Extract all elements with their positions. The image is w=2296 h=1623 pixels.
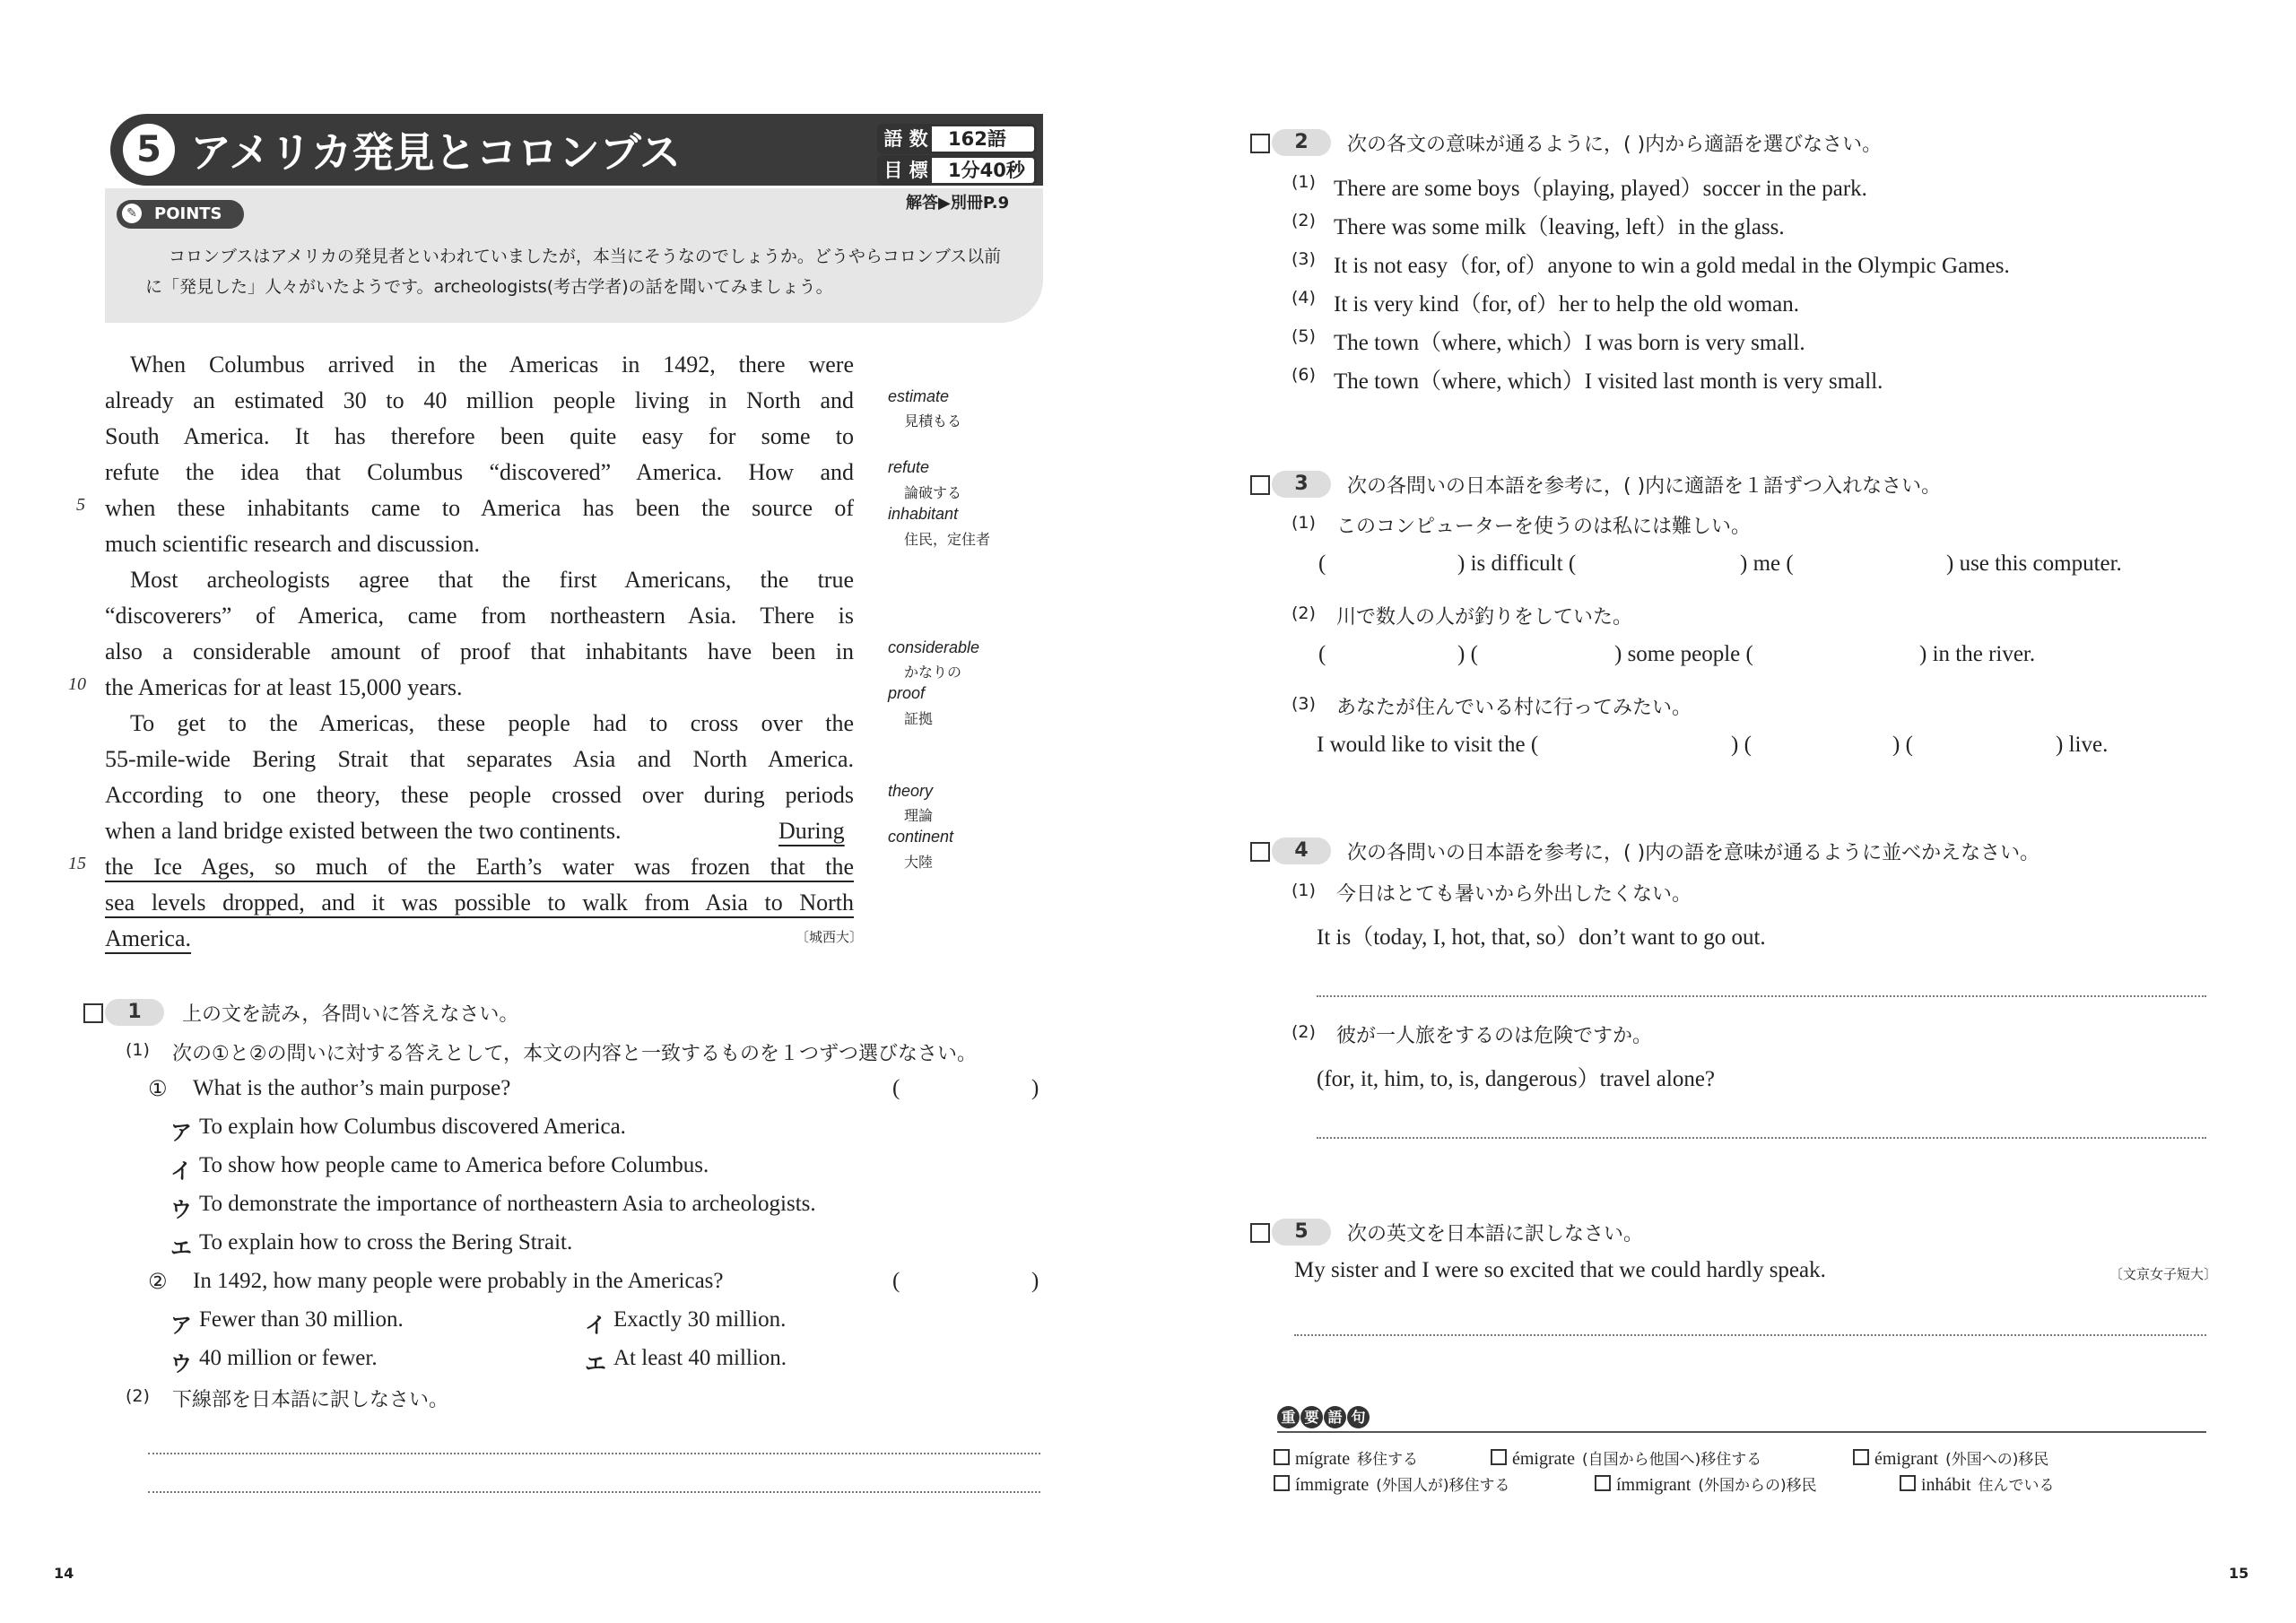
q5-number: 5 bbox=[1272, 1219, 1331, 1245]
q1-title: 上の文を読み，各問いに答えなさい。 bbox=[182, 1003, 519, 1026]
gloss-term: continent bbox=[888, 828, 954, 846]
item-number: (5) bbox=[1292, 326, 1316, 346]
passage-line: when a land bridge existed between the two continents. bbox=[105, 818, 622, 844]
q5-title: 次の英文を日本語に訳しなさい。 bbox=[1347, 1223, 1644, 1245]
q4-japanese: 彼が一人旅をするのは危険ですか。 bbox=[1336, 1025, 1653, 1047]
q3-japanese: このコンピューターを使うのは私には難しい。 bbox=[1336, 516, 1752, 538]
page-number-left: 14 bbox=[54, 1565, 74, 1582]
q1-checkbox[interactable] bbox=[83, 1003, 103, 1023]
answer-line[interactable] bbox=[148, 1453, 1040, 1454]
q1-question-a: What is the author’s main purpose? bbox=[193, 1076, 511, 1100]
q3-text: ) ( bbox=[1731, 733, 1752, 757]
q1-part2-label: (2) bbox=[126, 1386, 150, 1406]
q3-text: ) some people ( bbox=[1614, 642, 1753, 666]
passage-line: 55-mile-wide Bering Strait that separates Asia and North America. bbox=[105, 746, 854, 772]
q2-title: 次の各文の意味が通るように，( )内から適語を選びなさい。 bbox=[1347, 134, 1883, 156]
badge-char: 重 bbox=[1277, 1406, 1300, 1428]
passage-line: also a considerable amount of proof that inhabitants have been in bbox=[105, 638, 854, 664]
answer-paren-close: ) bbox=[1031, 1076, 1039, 1100]
q3-japanese: あなたが住んでいる村に行ってみたい。 bbox=[1336, 697, 1692, 719]
vocab-item[interactable]: inhábit 住んでいる bbox=[1900, 1472, 2055, 1496]
vocab-item[interactable]: ímmigrate (外国人が)移住する bbox=[1274, 1472, 1509, 1496]
q2-item: The town（where, which）I was born is very small. bbox=[1334, 331, 1805, 355]
badge-char: 要 bbox=[1300, 1406, 1323, 1428]
passage-line: “discoverers” of America, came from northeastern Asia. There is bbox=[105, 603, 854, 629]
q2-item: It is not easy（for, of）anyone to win a gold medal in the Olympic Games. bbox=[1334, 254, 2010, 278]
vocab-checkbox[interactable] bbox=[1491, 1449, 1507, 1465]
choice-text[interactable]: To show how people came to America before Columbus. bbox=[199, 1153, 709, 1177]
q1-number: 1 bbox=[105, 999, 164, 1026]
points-label: POINTS bbox=[154, 204, 222, 223]
q4-number: 4 bbox=[1272, 838, 1331, 864]
q5-sentence: My sister and I were so excited that we could hardly speak. bbox=[1294, 1258, 1826, 1282]
gloss-meaning: 見積もる bbox=[904, 412, 962, 430]
q5-source: 〔文京女子短大〕 bbox=[2109, 1266, 2218, 1282]
q3-text: ) is difficult ( bbox=[1457, 551, 1577, 576]
vocab-item[interactable]: émigrant (外国への)移民 bbox=[1853, 1446, 2048, 1470]
gloss-meaning: 住民，定住者 bbox=[904, 531, 991, 548]
vocab-checkbox[interactable] bbox=[1900, 1475, 1916, 1491]
gloss-meaning: 大陸 bbox=[904, 854, 934, 871]
line-number: 15 bbox=[68, 854, 86, 873]
q4-title: 次の各問いの日本語を参考に，( )内の語を意味が通るように並べかえなさい。 bbox=[1347, 842, 2040, 864]
passage-line: already an estimated 30 to 40 million people living in North and bbox=[105, 387, 854, 413]
target-time-value: 1分40秒 bbox=[948, 160, 1025, 181]
q1-part2-instruction: 下線部を日本語に訳しなさい。 bbox=[172, 1389, 449, 1411]
vocab-item[interactable]: émigrate (自国から他国へ)移住する bbox=[1491, 1446, 1761, 1470]
badge-char: 句 bbox=[1347, 1406, 1370, 1428]
item-number: (3) bbox=[1292, 694, 1316, 714]
underlined-passage: the Ice Ages, so much of the Earth’s water was frozen that the bbox=[105, 854, 854, 880]
q2-number: 2 bbox=[1272, 129, 1331, 156]
line-number: 10 bbox=[68, 674, 86, 694]
choice-mark: ア bbox=[170, 1120, 192, 1145]
passage-line: According to one theory, these people crossed over during periods bbox=[105, 782, 854, 808]
lesson-title: アメリカ発見とコロンブス bbox=[190, 128, 681, 177]
q3-text: ) live. bbox=[2056, 733, 2109, 757]
underlined-passage: sea levels dropped, and it was possible to walk from Asia to North bbox=[105, 890, 854, 916]
gloss-term: theory bbox=[888, 782, 934, 800]
q1-part1-instruction: 次の①と②の問いに対する答えとして，本文の内容と一致するものを１つずつ選びなさい。 bbox=[172, 1043, 978, 1065]
q4-checkbox[interactable] bbox=[1250, 842, 1270, 862]
q3-text: ) me ( bbox=[1740, 551, 1794, 576]
q3-text: ) use this computer. bbox=[1946, 551, 2122, 576]
key-phrases-badge bbox=[1277, 1406, 1370, 1428]
choice-text[interactable]: Exactly 30 million. bbox=[613, 1307, 787, 1332]
blank-open: ( bbox=[1318, 642, 1326, 666]
word-count-value: 162語 bbox=[948, 128, 1006, 150]
target-time-box bbox=[877, 155, 1037, 186]
vocab-checkbox[interactable] bbox=[1274, 1475, 1290, 1491]
points-badge bbox=[117, 200, 244, 229]
underlined-passage: America. bbox=[105, 925, 192, 951]
q2-checkbox[interactable] bbox=[1250, 134, 1270, 153]
item-number: (1) bbox=[1292, 172, 1316, 192]
choice-text[interactable]: At least 40 million. bbox=[613, 1346, 787, 1370]
gloss-meaning: 論破する bbox=[904, 484, 962, 501]
answer-line[interactable] bbox=[1317, 995, 2206, 997]
underlined-passage: During bbox=[778, 818, 845, 844]
vocab-item[interactable]: mígrate 移住する bbox=[1274, 1446, 1418, 1470]
choice-mark: イ bbox=[585, 1313, 606, 1338]
gloss-meaning: かなりの bbox=[904, 664, 962, 681]
q1-circled-2: ② bbox=[148, 1269, 168, 1294]
answer-line[interactable] bbox=[1294, 1334, 2206, 1336]
q4-words: It is（today, I, hot, that, so）don’t want to go out. bbox=[1317, 925, 1766, 950]
answer-reference: 解答▶別冊P.9 bbox=[906, 194, 1010, 213]
q3-text: I would like to visit the ( bbox=[1317, 733, 1539, 757]
choice-mark: ウ bbox=[170, 1197, 192, 1222]
passage-line: when these inhabitants came to America has been the source of bbox=[105, 495, 854, 521]
item-number: (2) bbox=[1292, 1022, 1316, 1042]
gloss-term: refute bbox=[888, 458, 930, 476]
answer-paren-open: ( bbox=[892, 1076, 900, 1100]
badge-char: 語 bbox=[1324, 1406, 1346, 1428]
blank-open: ( bbox=[1318, 551, 1326, 576]
item-number: (6) bbox=[1292, 365, 1316, 385]
choice-mark: ウ bbox=[170, 1351, 192, 1376]
choice-text[interactable]: To explain how Columbus discovered America. bbox=[199, 1115, 626, 1139]
vocab-item[interactable]: ímmigrant (外国からの)移民 bbox=[1595, 1472, 1817, 1496]
q2-item: It is very kind（for, of）her to help the old woman. bbox=[1334, 292, 1800, 317]
choice-mark: エ bbox=[170, 1236, 192, 1261]
gloss-meaning: 証拠 bbox=[904, 710, 934, 727]
gloss-term: considerable bbox=[888, 638, 980, 656]
choice-text[interactable]: 40 million or fewer. bbox=[199, 1346, 378, 1370]
choice-mark: イ bbox=[170, 1159, 192, 1184]
vocab-checkbox[interactable] bbox=[1853, 1449, 1869, 1465]
q3-japanese: 川で数人の人が釣りをしていた。 bbox=[1336, 606, 1633, 629]
q2-item: There was some milk（leaving, left）in the glass. bbox=[1334, 215, 1785, 239]
item-number: (1) bbox=[1292, 881, 1316, 900]
passage-source: 〔城西大〕 bbox=[796, 929, 864, 945]
choice-text[interactable]: To explain how to cross the Bering Strait. bbox=[199, 1230, 573, 1254]
item-number: (2) bbox=[1292, 211, 1316, 230]
q4-japanese: 今日はとても暑いから外出したくない。 bbox=[1336, 883, 1692, 906]
vocab-checkbox[interactable] bbox=[1274, 1449, 1290, 1465]
item-number: (2) bbox=[1292, 603, 1316, 623]
q3-text: ) in the river. bbox=[1919, 642, 2036, 666]
passage-line: refute the idea that Columbus “discovered” America. How and bbox=[105, 459, 854, 485]
choice-text[interactable]: Fewer than 30 million. bbox=[199, 1307, 404, 1332]
choice-text[interactable]: To demonstrate the importance of northeastern Asia to archeologists. bbox=[199, 1192, 816, 1216]
q5-checkbox[interactable] bbox=[1250, 1223, 1270, 1243]
passage-line: the Americas for at least 15,000 years. bbox=[105, 674, 463, 700]
passage-line: Most archeologists agree that the first Americans, the true bbox=[130, 567, 854, 593]
target-time-label: 目 標 bbox=[880, 158, 932, 183]
q1-question-b: In 1492, how many people were probably in the Americas? bbox=[193, 1269, 724, 1293]
q3-text: ) ( bbox=[1457, 642, 1478, 666]
q2-item: The town（where, which）I visited last month is very small. bbox=[1334, 369, 1883, 394]
passage-line: When Columbus arrived in the Americas in 1492, there were bbox=[130, 352, 854, 378]
q3-title: 次の各問いの日本語を参考に，( )内に適語を１語ずつ入れなさい。 bbox=[1347, 475, 1942, 498]
word-count-box bbox=[877, 124, 1037, 154]
page-number-right: 15 bbox=[2229, 1565, 2249, 1582]
answer-paren-close: ) bbox=[1031, 1269, 1039, 1293]
answer-paren-open: ( bbox=[892, 1269, 900, 1293]
line-number: 5 bbox=[76, 495, 85, 515]
vocab-divider bbox=[1277, 1431, 2206, 1433]
points-text-line1: コロンブスはアメリカの発見者といわれていましたが，本当にそうなのでしょうか。どうやらコロンブス以前 bbox=[169, 247, 1002, 266]
q3-number: 3 bbox=[1272, 471, 1331, 498]
item-number: (4) bbox=[1292, 288, 1316, 308]
vocab-checkbox[interactable] bbox=[1595, 1475, 1611, 1491]
gloss-term: inhabitant bbox=[888, 505, 959, 523]
item-number: (1) bbox=[1292, 513, 1316, 533]
lesson-number: 5 bbox=[123, 124, 175, 176]
gloss-meaning: 理論 bbox=[904, 807, 934, 824]
pencil-icon: ✎ bbox=[122, 204, 142, 223]
choice-mark: エ bbox=[585, 1351, 606, 1376]
passage-line: much scientific research and discussion. bbox=[105, 531, 481, 557]
item-number: (3) bbox=[1292, 249, 1316, 269]
q1-part1-label: (1) bbox=[126, 1040, 150, 1060]
q1-circled-1: ① bbox=[148, 1076, 168, 1101]
answer-line[interactable] bbox=[148, 1491, 1040, 1493]
gloss-term: estimate bbox=[888, 387, 950, 405]
points-text-line2: に「発見した」人々がいたようです。archeologists(考古学者)の話を聞いてみましょう。 bbox=[145, 277, 833, 297]
word-count-label: 語 数 bbox=[880, 126, 932, 152]
q3-text: ) ( bbox=[1892, 733, 1913, 757]
gloss-term: proof bbox=[888, 684, 926, 702]
passage-line: To get to the Americas, these people had to cross over the bbox=[130, 710, 854, 736]
choice-mark: ア bbox=[170, 1313, 192, 1338]
answer-line[interactable] bbox=[1317, 1137, 2206, 1139]
passage-line: South America. It has therefore been quite easy for some to bbox=[105, 423, 854, 449]
q4-words: (for, it, him, to, is, dangerous）travel alone? bbox=[1317, 1067, 1716, 1091]
q2-item: There are some boys（playing, played）soccer in the park. bbox=[1334, 177, 1867, 201]
q3-checkbox[interactable] bbox=[1250, 475, 1270, 495]
